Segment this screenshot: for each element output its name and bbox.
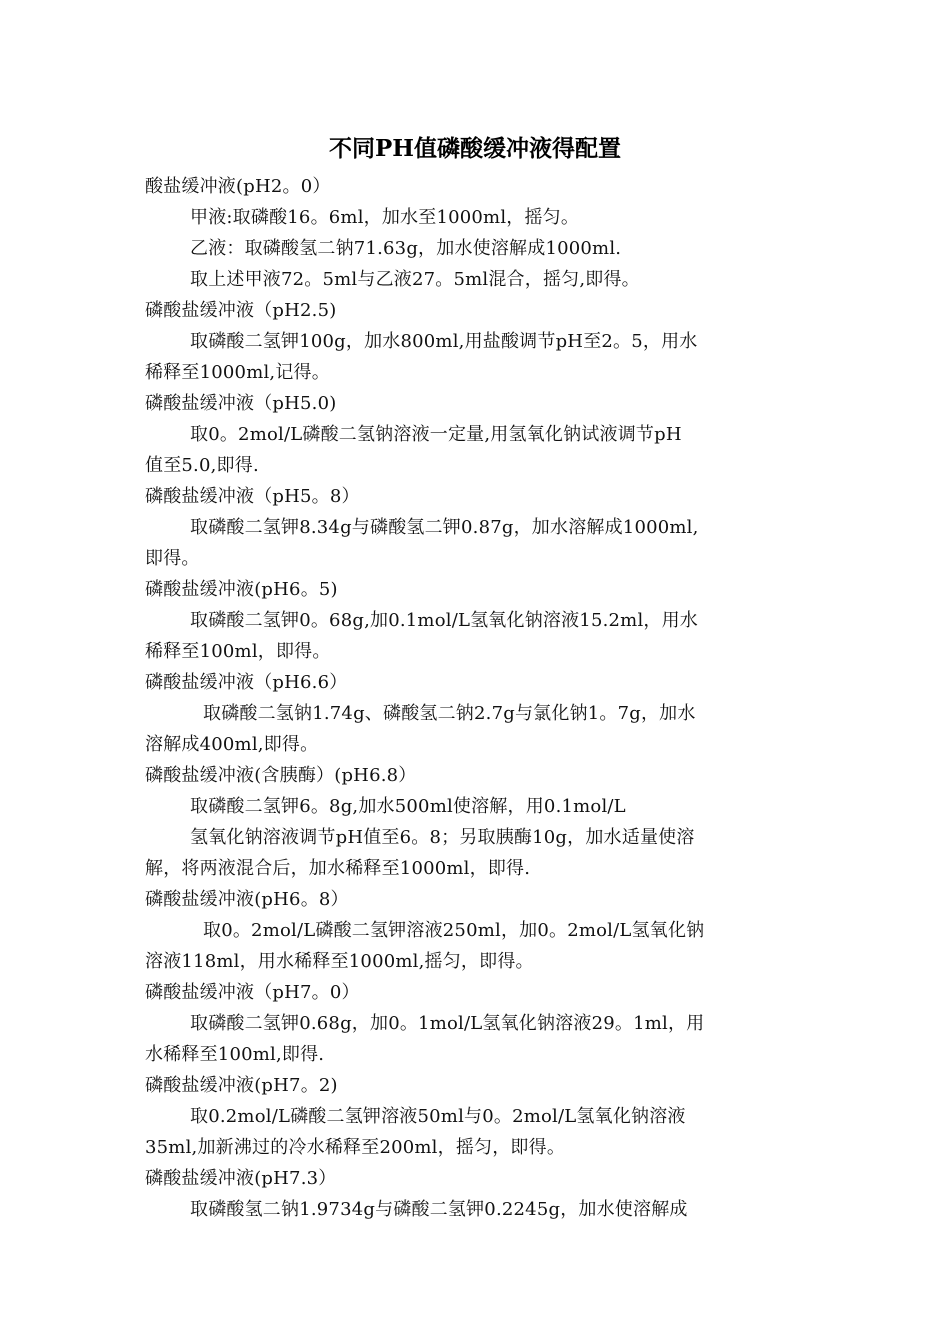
body-line: 甲液:取磷酸16。6ml，加水至1000ml，摇匀。: [190, 207, 580, 228]
section-line: 磷酸盐缓冲液（pH6.6）: [145, 672, 348, 693]
document-title: 不同PH值磷酸缓冲液得配置: [328, 135, 622, 162]
section-line: 酸盐缓冲液(pH2。0）: [145, 176, 331, 197]
body-line: 取0。2mol/L磷酸二氢钾溶液250ml，加0。2mol/L氢氧化钠: [203, 920, 705, 941]
section-line: 解，将两液混合后，加水稀释至1000ml，即得.: [145, 858, 531, 879]
section-line: 磷酸盐缓冲液(pH6。5): [145, 579, 338, 600]
body-line: 取磷酸二氢钾100g，加水800ml,用盐酸调节pH至2。5，用水: [190, 331, 698, 352]
section-line: 磷酸盐缓冲液（pH5。8）: [145, 486, 360, 507]
section-line: 稀释至100ml，即得。: [145, 641, 331, 662]
section-line: 水稀释至100ml,即得.: [145, 1044, 325, 1065]
section-line: 磷酸盐缓冲液（pH7。0）: [145, 982, 360, 1003]
body-line: 乙液：取磷酸氢二钠71.63g，加水使溶解成1000ml.: [190, 238, 622, 259]
body-line: 取0.2mol/L磷酸二氢钾溶液50ml与0。2mol/L氢氧化钠溶液: [190, 1106, 686, 1127]
body-line: 取磷酸二氢钠1.74g、磷酸氢二钠2.7g与氯化钠1。7g，加水: [203, 703, 696, 724]
section-line: 磷酸盐缓冲液(含胰酶）(pH6.8）: [145, 765, 417, 786]
section-line: 溶液118ml，用水稀释至1000ml,摇匀，即得。: [145, 951, 534, 972]
body-line: 取磷酸二氢钾0。68g,加0.1mol/L氢氧化钠溶液15.2ml，用水: [190, 610, 699, 631]
section-line: 即得。: [145, 548, 200, 569]
section-line: 35ml,加新沸过的冷水稀释至200ml，摇匀，即得。: [145, 1137, 566, 1158]
body-line: 取磷酸二氢钾0.68g，加0。1mol/L氢氧化钠溶液29。1ml，用: [190, 1013, 705, 1034]
section-line: 磷酸盐缓冲液（pH5.0): [145, 393, 337, 414]
section-line: 磷酸盐缓冲液（pH2.5): [145, 300, 337, 321]
body-line: 取磷酸二氢钾6。8g,加水500ml使溶解，用0.1mol/L: [190, 796, 626, 817]
body-line: 取磷酸二氢钾8.34g与磷酸氢二钾0.87g，加水溶解成1000ml,: [190, 517, 699, 538]
section-line: 溶解成400ml,即得。: [145, 734, 319, 755]
document-body: [145, 171, 809, 1225]
section-line: 磷酸盐缓冲液(pH7。2): [145, 1075, 338, 1096]
section-line: 稀释至1000ml,记得。: [145, 362, 330, 383]
section-line: 值至5.0,即得.: [145, 455, 259, 476]
body-line: 取上述甲液72。5ml与乙液27。5ml混合，摇匀,即得。: [190, 269, 640, 290]
body-line: 氢氧化钠溶液调节pH值至6。8；另取胰酶10g，加水适量使溶: [190, 827, 695, 848]
section-line: 磷酸盐缓冲液(pH7.3）: [145, 1168, 337, 1189]
body-line: 取磷酸氢二钠1.9734g与磷酸二氢钾0.2245g，加水使溶解成: [190, 1199, 688, 1220]
body-line: 取0。2mol/L磷酸二氢钠溶液一定量,用氢氧化钠试液调节pH: [190, 424, 682, 445]
section-line: 磷酸盐缓冲液(pH6。8）: [145, 889, 349, 910]
